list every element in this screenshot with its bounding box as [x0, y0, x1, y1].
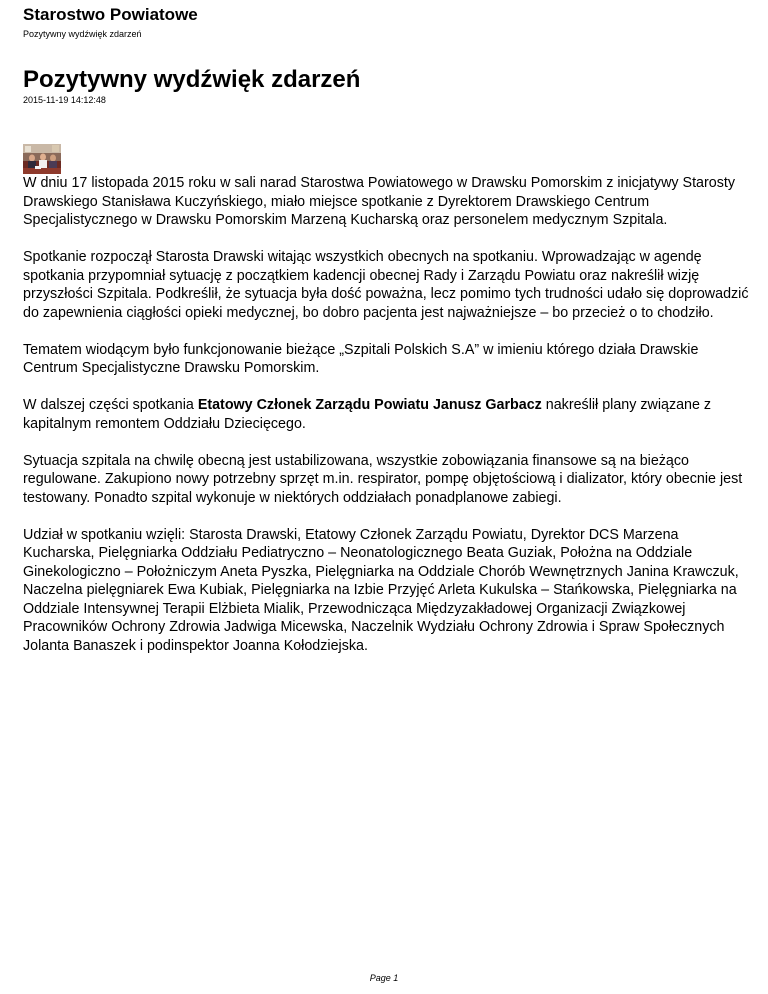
paragraph-4-bold-name: Etatowy Członek Zarządu Powiatu Janusz Garbacz	[197, 397, 542, 413]
article-title: Pozytywny wydźwięk zdarzeń	[23, 66, 361, 93]
paragraph-3: Tematem wiodącym było funkcjonowanie bieżące „Szpitali Polskich S.A” w imieniu którego działa Drawskie Centrum Specjalistyczne Drawsku Pomorskim.	[23, 341, 699, 376]
article-body	[23, 174, 751, 674]
paragraph-5: Sytuacja szpitala na chwilę obecną jest ustabilizowana, wszystkie zobowiązania finansowe są na bieżąco regulowane. Zakupiono nowy potrzebny sprzęt m.in. respirator, pompę objętościową i dializator, który obecnie jest testowany. Ponadto szpital wykonuje w niektórych oddziałach ponadplanowe zabiegi.	[23, 452, 743, 506]
article-photo	[23, 144, 61, 174]
paragraph-4	[23, 396, 751, 433]
article-date: 2015-11-19 14:12:48	[23, 95, 106, 105]
breadcrumb: Pozytywny wydźwięk zdarzeń	[23, 29, 142, 39]
paragraph-6: Udział w spotkaniu wzięli: Starosta Drawski, Etatowy Członek Zarządu Powiatu, Dyrektor DCS Marzena Kucharska, Pielęgniarka Oddziału Pediatryczno – Neonatologicznego Beata Guziak, Położna na Oddziale Ginekologiczno – Położniczym Aneta Pyszka, Pielęgniarka na Oddziale Chorób Wewnętrznych Janina Krawczuk, Naczelna pielęgniarek Ewa Kubiak, Pielęgniarka na Izbie Przyjęć Arleta Kukulska – Stańkowska, Pielęgniarka na Oddziale Intensywnej Terapii Elżbieta Mialik, Przewodnicząca Międzyzakładowej Organizacji Związkowej Pracowników Ochrony Zdrowia Jadwiga Micewska, Naczelnik Wydziału Ochrony Zdrowia i Spraw Społecznych Jolanta Banaszek i podinspektor Joanna Kołodziejska.	[23, 526, 739, 654]
paragraph-2: Spotkanie rozpoczął Starosta Drawski witając wszystkich obecnych na spotkaniu. Wprowadzając w agendę spotkania przypomniał sytuację z początkiem kadencji obecnej Rady i Zarządu Powiatu oraz nakreślił wizję przyszłości Szpitala. Podkreślił, że sytuacja była dość poważna, lecz pomimo tych trudności udało się doprowadzić do zapewnienia ciągłości opieki medycznej, bo dobro pacjenta jest najważniejsze – bo przecież o to chodziło.	[23, 249, 749, 321]
paragraph-4-rest: nakreślił plany związane z kapitalnym remontem Oddziału Dziecięcego.	[23, 397, 712, 432]
site-header	[23, 5, 743, 40]
meeting-photo-image	[23, 144, 61, 174]
paragraph-1: W dniu 17 listopada 2015 roku w sali narad Starostwa Powiatowego w Drawsku Pomorskim z inicjatywy Starosty Drawskiego Stanisława Kuczyńskiego, miało miejsce spotkanie z Dyrektorem Drawskiego Centrum Specjalistycznego w Drawsku Pomorskim Marzeną Kucharską oraz personelem medycznym Szpitala.	[23, 175, 735, 228]
paragraph-4-intro: W dalszej części spotkania	[23, 397, 198, 413]
page-number: Page 1	[369, 973, 399, 983]
site-title: Starostwo Powiatowe	[23, 5, 198, 24]
